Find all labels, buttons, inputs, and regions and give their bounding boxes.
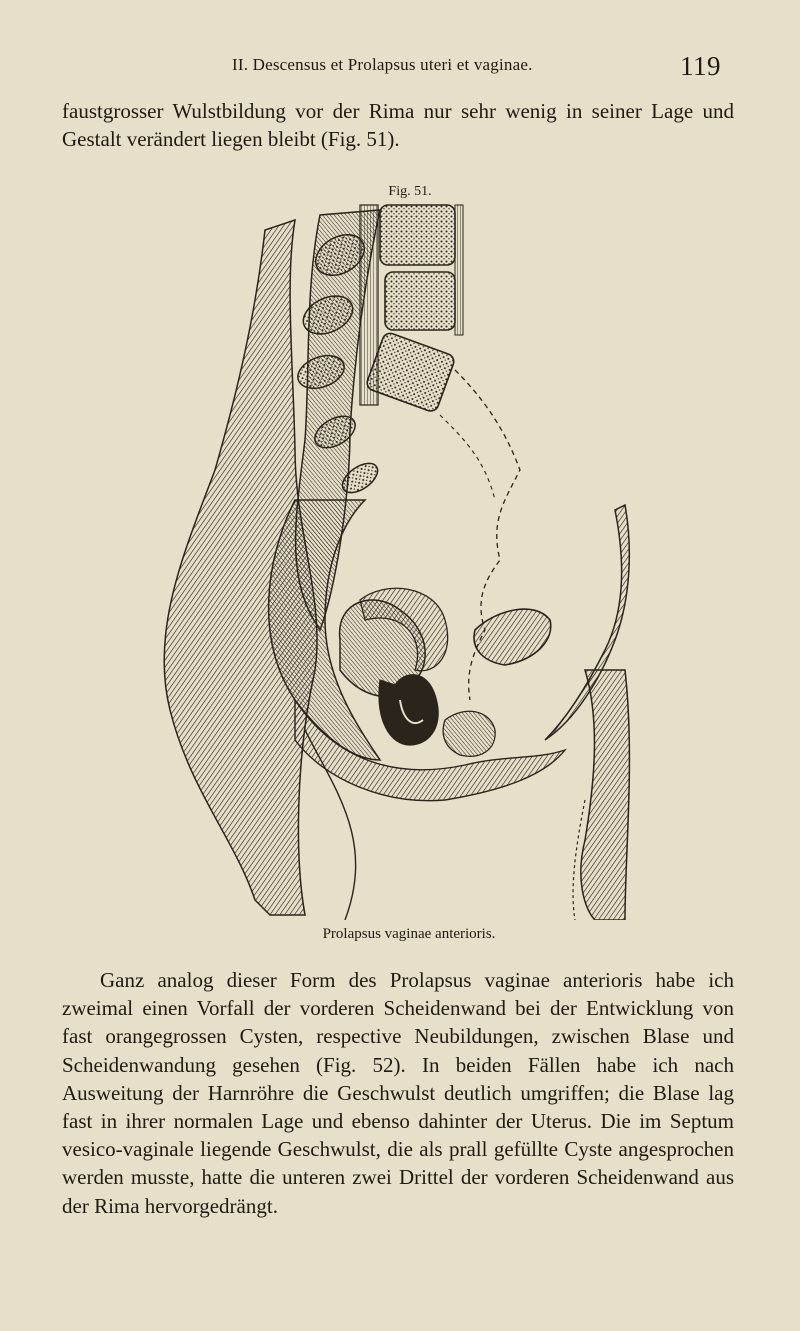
paragraph-main-text: Ganz analog dieser Form des Prolapsus vaginae anterioris habe ich zweimal einen Vorfall der vorderen Scheidenwand bei der Entwicklung von fast orangegrossen Cysten, respective Neubildungen, zwischen Blase und Scheidenwandung gesehen (Fig. 52). In beiden Fällen habe ich nach Ausweitung der Harnröhre die Geschwulst deutlich umgriffen; die Blase lag fast in ihrer normalen Lage und ebenso dahinter der Uterus. Die im Septum vesico-vaginale liegende Geschwulst, die als prall gefüllte Cyste angesprochen werden musste, hatte die unteren zwei Drittel der vorderen Scheidenwand aus der Rima hervorgedrängt. bbox=[62, 968, 734, 1218]
running-head: II. Descensus et Prolapsus uteri et vaginae. bbox=[232, 55, 533, 74]
paragraph-intro: faustgrosser Wulstbildung vor der Rima nur sehr wenig in seiner Lage und Gestalt verändert liegen bleibt (Fig. 51). bbox=[62, 99, 734, 152]
lumbar-spine bbox=[360, 205, 463, 413]
figure-label: Fig. 51. bbox=[388, 184, 432, 199]
thigh-front bbox=[581, 670, 630, 920]
page-number: 119 bbox=[680, 51, 721, 81]
figure-caption: Prolapsus vaginae anterioris. bbox=[322, 926, 496, 942]
prolapsed-vaginal-wall bbox=[379, 675, 438, 745]
labia bbox=[443, 711, 495, 756]
paragraph-main bbox=[62, 966, 734, 1220]
pubic-bone bbox=[474, 609, 551, 665]
page-header bbox=[0, 51, 800, 95]
anatomical-illustration bbox=[145, 200, 645, 920]
